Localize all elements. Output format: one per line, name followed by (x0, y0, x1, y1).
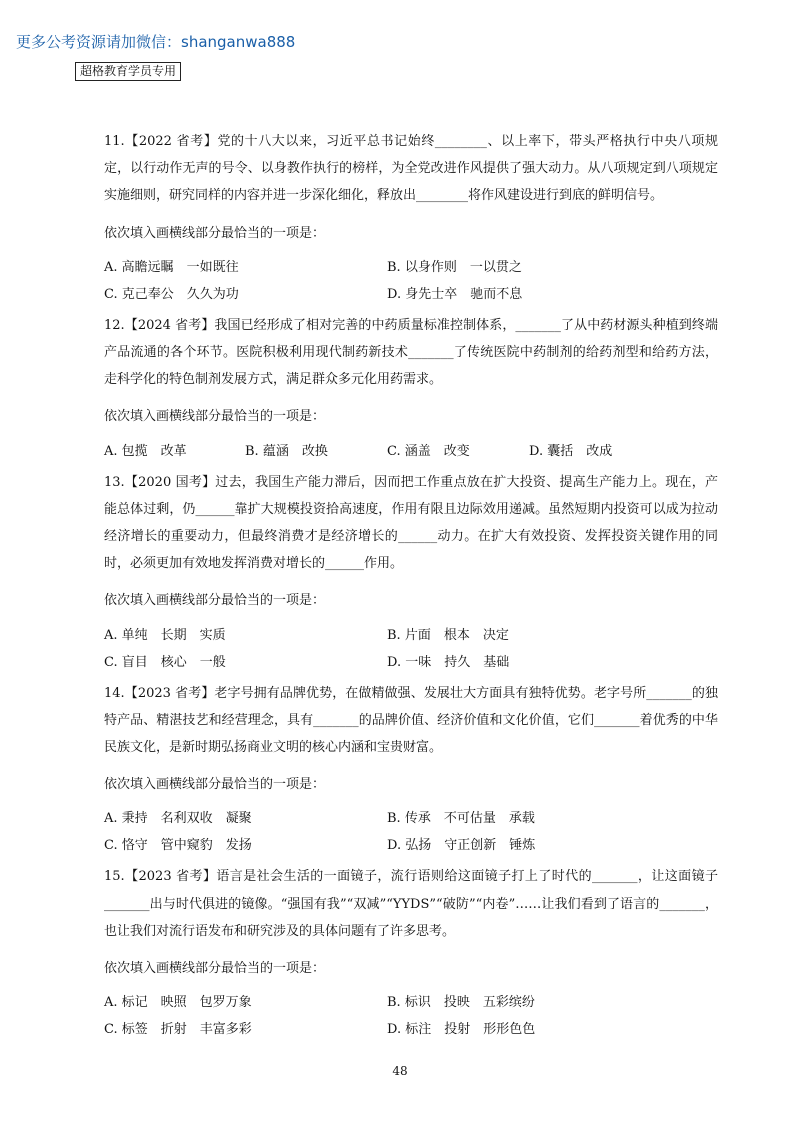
option-c: C. 涵盖 改变 (387, 443, 470, 459)
question-13 (104, 469, 718, 676)
options-grid (104, 254, 718, 308)
question-stem: 12.【2024 省考】我国已经形成了相对完善的中药质量标准控制体系，_______了从中药材源头种植到终端产品流通的各个环节。医院积极利用现代制药新技术_______了传统医院中药制剂的给药剂型和给药方法，走科学化的特色制剂发展方式，满足群众多元化用药需求。 (104, 317, 718, 388)
option-b: B. 传承 不可估量 承载 (387, 811, 535, 827)
options-grid (104, 989, 718, 1043)
page-number: 48 (392, 1064, 408, 1078)
question-14 (104, 680, 718, 860)
question-stem: 11.【2022 省考】党的十八大以来，习近平总书记始终________、以上率下，带头严格执行中央八项规定，以行动作无声的号令、以身教作执行的榜样，为全党改进作风提供了强大动力。从八项规定到八项规定实施细则，研究同样的内容并进一步深化细化，释放出________将作风建设进行到底的鲜明信号。 (104, 134, 718, 204)
option-d: D. 一味 持久 基础 (387, 654, 510, 670)
option-a: A. 高瞻远瞩 一如既往 (104, 259, 239, 275)
option-a: A. 秉持 名利双收 凝聚 (104, 811, 252, 827)
option-c: C. 恪守 管中窥豹 发扬 (104, 838, 252, 854)
question-prompt: 依次填入画横线部分最恰当的一项是： (104, 409, 326, 425)
option-b: B. 片面 根本 决定 (387, 627, 509, 643)
option-a: A. 单纯 长期 实质 (104, 627, 226, 643)
option-a: A. 包揽 改革 (104, 443, 187, 459)
option-c: C. 标签 折射 丰富多彩 (104, 1022, 252, 1038)
question-15 (104, 863, 718, 1043)
options-row (104, 438, 718, 465)
option-b: B. 蕴涵 改换 (245, 443, 328, 459)
question-prompt: 依次填入画横线部分最恰当的一项是： (104, 777, 326, 793)
option-d: D. 囊括 改成 (529, 443, 613, 459)
question-stem: 14.【2023 省考】老字号拥有品牌优势，在做精做强、发展壮大方面具有独特优势。老字号所_______的独特产品、精湛技艺和经营理念，具有_______的品牌价值、经济价值和文化价值，它们_______着优秀的中华民族文化，是新时期弘扬商业文明的核心内涵和宝贵财富。 (104, 685, 718, 756)
option-c: C. 克己奉公 久久为功 (104, 286, 239, 302)
options-grid (104, 805, 718, 859)
option-d: D. 弘扬 守正创新 锤炼 (387, 838, 536, 854)
option-b: B. 以身作则 一以贯之 (387, 259, 522, 275)
student-only-stamp: 超格教育学员专用 (75, 62, 181, 81)
question-prompt: 依次填入画横线部分最恰当的一项是： (104, 961, 326, 977)
question-11 (104, 128, 718, 308)
option-d: D. 身先士卒 驰而不息 (387, 286, 523, 302)
question-stem: 15.【2023 省考】语言是社会生活的一面镜子，流行语则给这面镜子打上了时代的_______，让这面镜子_______出与时代俱进的镜像。“强国有我”“双减”“YYDS”“破防”“内卷”……让我们看到了语言的_______，也让我们对流行语发布和研究涉及的具体问题有了许多思考。 (104, 869, 718, 939)
question-prompt: 依次填入画横线部分最恰当的一项是： (104, 225, 326, 241)
option-c: C. 盲目 核心 一般 (104, 654, 226, 670)
watermark-text: 更多公考资源请加微信：shanganwa888 (16, 33, 296, 51)
question-prompt: 依次填入画横线部分最恰当的一项是： (104, 593, 326, 609)
question-list (104, 128, 718, 1047)
option-d: D. 标注 投射 形形色色 (387, 1022, 536, 1038)
option-b: B. 标识 投映 五彩缤纷 (387, 995, 535, 1011)
question-12 (104, 312, 718, 465)
option-a: A. 标记 映照 包罗万象 (104, 995, 252, 1011)
question-stem: 13.【2020 国考】过去，我国生产能力滞后，因而把工作重点放在扩大投资、提高生产能力上。现在，产能总体过剩，仍______靠扩大规模投资拾高速度，作用有限且边际效用递减。虽然短期内投资可以成为拉动经济增长的重要动力，但最终消费才是经济增长的______动力。在扩大有效投资、发挥投资关键作用的同时，必须更加有效地发挥消费对增长的______作用。 (104, 474, 718, 572)
options-grid (104, 622, 718, 676)
